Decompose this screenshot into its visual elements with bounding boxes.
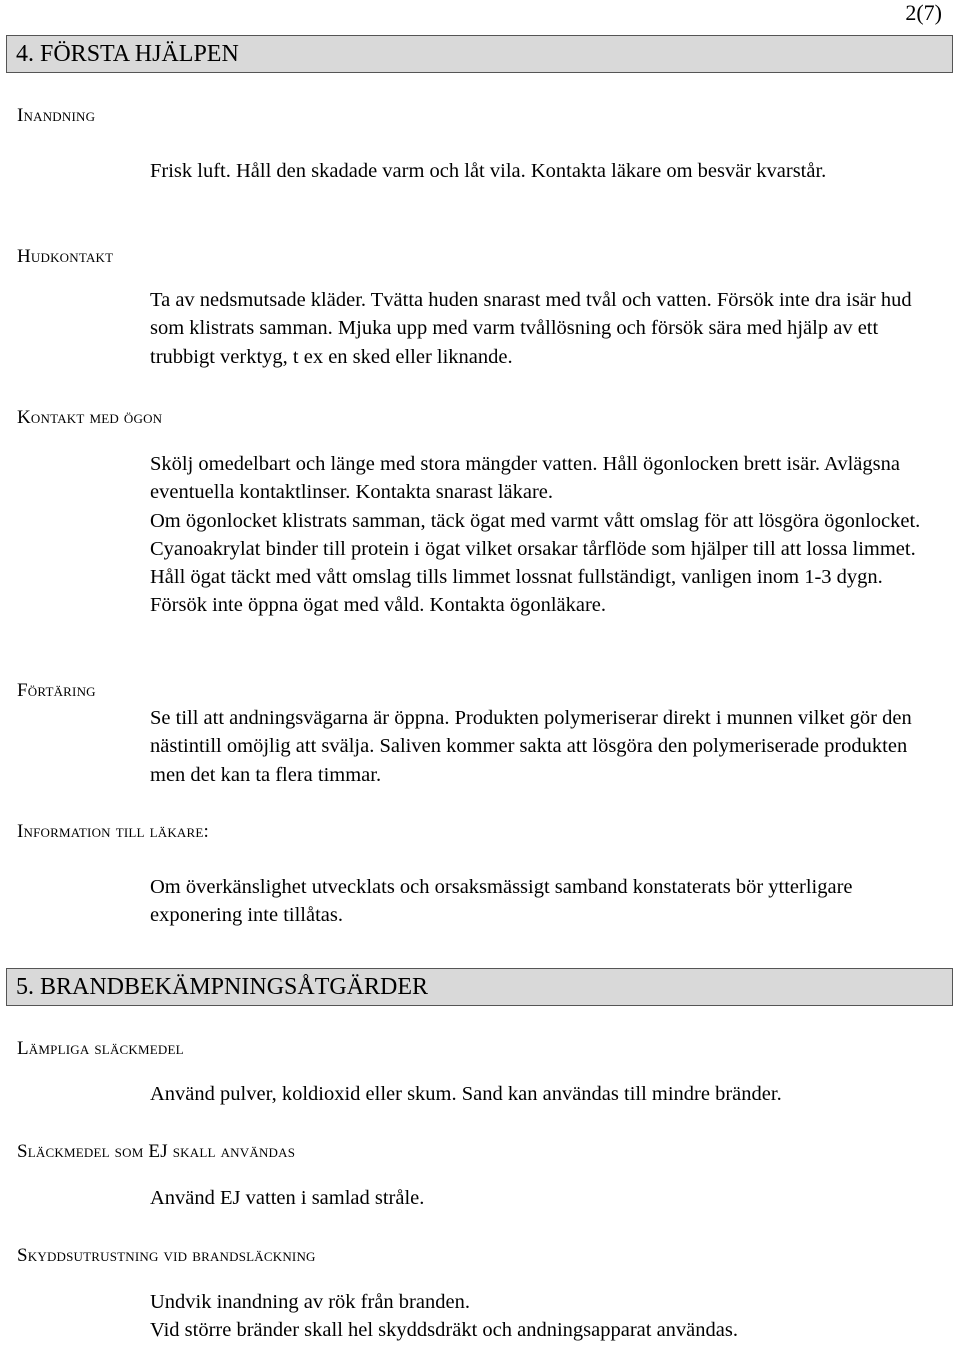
page-number: 2(7): [905, 0, 942, 25]
heading-doctor-info: Information till läkare:: [17, 821, 210, 842]
heading-inhalation: Inandning: [17, 105, 96, 126]
text-inhalation: [150, 157, 940, 185]
heading-suitable-extinguishing: Lämpliga släckmedel: [17, 1038, 184, 1059]
text-ingestion: [150, 704, 940, 789]
paragraph-suitable-extinguishing: Använd pulver, koldioxid eller skum. Sand kan användas till mindre bränder.: [150, 1083, 782, 1105]
section-header-first-aid: 4. FÖRSTA HJÄLPEN: [6, 35, 953, 73]
paragraph-skin-contact: Ta av nedsmutsade kläder. Tvätta huden snarast med tvål och vatten. Försök inte dra isär hud som klistrats samman. Mjuka upp med varm tvållösning och försök sära med hjälp av ett trubbigt verktyg, t ex en sked eller liknande.: [150, 289, 912, 368]
paragraph-protective-equipment-1: Undvik inandning av rök från branden.: [150, 1291, 470, 1313]
text-unsuitable-extinguishing: [150, 1184, 940, 1212]
text-suitable-extinguishing: [150, 1080, 940, 1108]
heading-unsuitable-extinguishing: Släckmedel som EJ skall användas: [17, 1141, 296, 1162]
heading-protective-equipment: Skyddsutrustning vid brandsläckning: [17, 1245, 316, 1266]
text-protective-equipment: [150, 1288, 940, 1345]
text-doctor-info: [150, 873, 940, 930]
heading-eye-contact: Kontakt med ögon: [17, 407, 163, 428]
paragraph-unsuitable-extinguishing: Använd EJ vatten i samlad stråle.: [150, 1187, 425, 1209]
heading-skin-contact: Hudkontakt: [17, 246, 114, 267]
paragraph-protective-equipment-2: Vid större bränder skall hel skyddsdräkt och andningsapparat användas.: [150, 1319, 738, 1342]
section-header-fire-fighting: 5. BRANDBEKÄMPNINGSÅTGÄRDER: [6, 968, 953, 1006]
paragraph-eye-contact-1: Skölj omedelbart och länge med stora mängder vatten. Håll ögonlocken brett isär. Avlägsna eventuella kontaktlinser. Kontakta snarast läkare.: [150, 453, 900, 504]
paragraph-inhalation: Frisk luft. Håll den skadade varm och låt vila. Kontakta läkare om besvär kvarstår.: [150, 160, 827, 182]
text-eye-contact: [150, 450, 940, 620]
paragraph-doctor-info: Om överkänslighet utvecklats och orsaksmässigt samband konstaterats bör ytterligare exponering inte tillåtas.: [150, 876, 853, 927]
paragraph-ingestion: Se till att andningsvägarna är öppna. Produkten polymeriserar direkt i munnen vilket gör den nästintill omöjlig att svälja. Saliven kommer sakta att lösgöra den polymeriserade produkten men det kan ta flera timmar.: [150, 707, 912, 786]
heading-ingestion: Förtäring: [17, 680, 96, 701]
text-skin-contact: [150, 286, 940, 371]
paragraph-eye-contact-2: Om ögonlocket klistrats samman, täck ögat med varmt vått omslag för att lösgöra ögonlocket. Cyanoakrylat binder till protein i ögat vilket orsakar tårflöde som hjälper till att lossa limmet. Håll ögat täckt med vått omslag tills limmet lossnat fullständigt, vanligen inom 1-3 dygn. Försök inte öppna ögat med våld. Kontakta ögonläkare.: [150, 509, 921, 617]
